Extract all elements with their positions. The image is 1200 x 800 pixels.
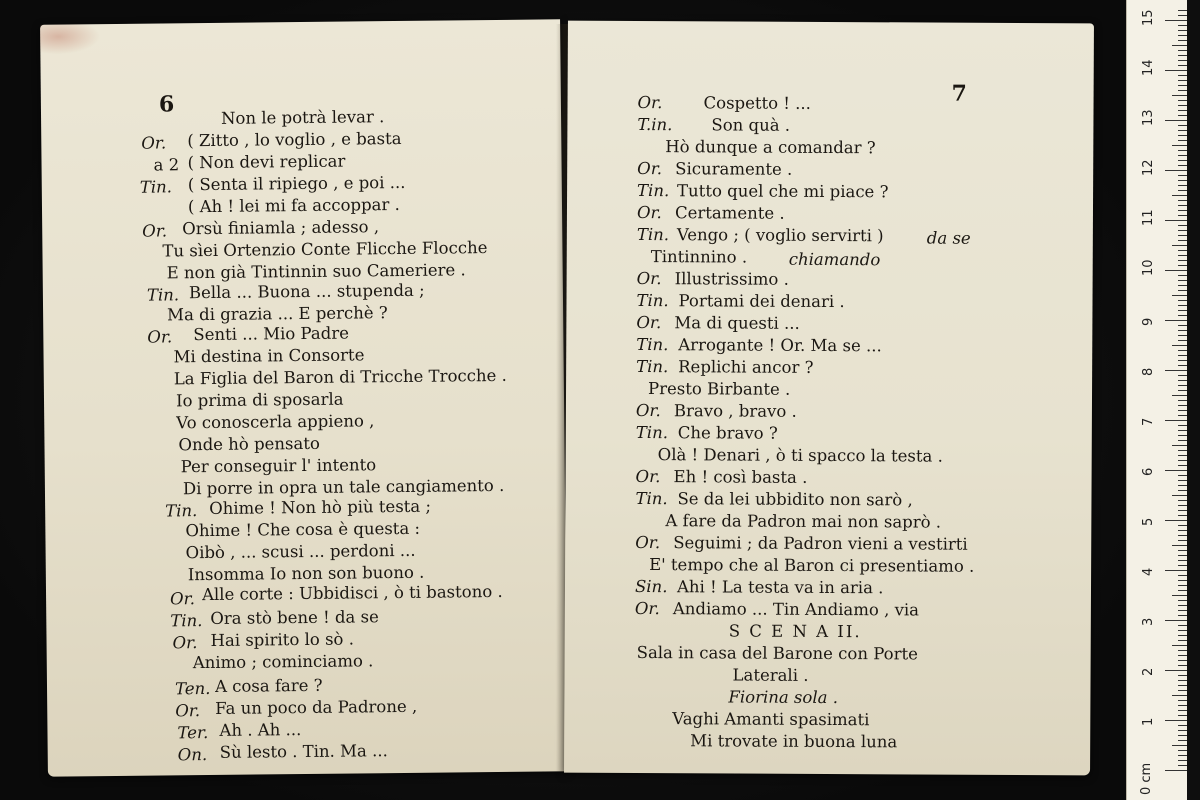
- ruler-tick: [1178, 580, 1187, 581]
- ruler-tick: [1178, 60, 1187, 61]
- text-line: Hò dunque a comandar ?: [665, 137, 876, 158]
- ruler-tick: [1165, 720, 1187, 721]
- ruler-tick: [1178, 90, 1187, 91]
- text-line: Tin.: [635, 422, 669, 443]
- text-line: ( Non devi replicar: [187, 151, 346, 173]
- ruler-tick: [1172, 245, 1187, 246]
- text-line: Senti ... Mio Padre: [193, 323, 350, 345]
- text-line: Tutto quel che mi piace ?: [677, 181, 889, 202]
- text-line: Tu sìei Ortenzio Conte Flicche Flocche: [162, 238, 488, 261]
- text-line: Non le potrà levar .: [220, 107, 385, 128]
- ruler-tick: [1178, 560, 1187, 561]
- ruler-tick: [1178, 190, 1187, 191]
- ruler-tick: [1178, 740, 1187, 741]
- ruler-tick: [1172, 645, 1187, 646]
- ruler-tick: [1178, 135, 1187, 136]
- text-line: Olà ! Denari , ò ti spacco la testa .: [657, 445, 943, 466]
- text-line: Tintinnino .: [650, 247, 748, 267]
- ruler-number: 12: [1141, 159, 1156, 176]
- ruler-tick: [1172, 445, 1187, 446]
- ruler-number: 9: [1141, 317, 1156, 326]
- ruler-tick: [1165, 270, 1187, 271]
- text-line: ( Senta il ripiego , e poi ...: [187, 172, 406, 195]
- ruler-tick: [1172, 295, 1187, 296]
- ruler-tick: [1178, 475, 1187, 476]
- text-line: Vo conoscerla appieno ,: [176, 411, 375, 433]
- ruler-tick: [1178, 485, 1187, 486]
- text-line: ( Zitto , lo voglio , e basta: [187, 128, 402, 151]
- ruler-tick: [1165, 70, 1187, 71]
- ruler-tick: [1178, 610, 1187, 611]
- text-line: Tin.: [146, 285, 180, 305]
- ruler-tick: [1178, 225, 1187, 226]
- ruler-tick: [1178, 75, 1187, 76]
- text-line: Onde hò pensato: [178, 433, 320, 455]
- text-line: a 2: [153, 155, 180, 175]
- ruler-tick: [1172, 95, 1187, 96]
- text-line: Or.: [175, 701, 201, 721]
- ruler-tick: [1172, 345, 1187, 346]
- ruler-tick: [1178, 65, 1187, 66]
- ruler-tick: [1178, 280, 1187, 281]
- ruler-tick: [1178, 480, 1187, 481]
- text-line: Or.: [169, 589, 196, 609]
- page-number-right: 7: [951, 80, 967, 107]
- ruler-tick: [1178, 625, 1187, 626]
- text-line: Ohime ! Non hò più testa ;: [209, 496, 432, 518]
- ruler-tick: [1172, 495, 1187, 496]
- character-entry: Fiorina sola .: [728, 687, 839, 708]
- ruler-number: 7: [1141, 417, 1156, 426]
- ruler-tick: [1178, 705, 1187, 706]
- ruler-tick: [1178, 710, 1187, 711]
- text-line: Tin.: [636, 334, 669, 355]
- text-line: Or.: [172, 633, 198, 653]
- text-line: Andiamo ... Tin Andiamo , via: [672, 599, 920, 620]
- ruler-tick: [1178, 505, 1187, 506]
- text-line: Ah . Ah ...: [219, 720, 302, 740]
- text-line: Presto Birbante .: [647, 379, 791, 399]
- ruler-tick: [1178, 630, 1187, 631]
- ruler-tick: [1165, 420, 1187, 421]
- ruler-tick: [1165, 170, 1187, 171]
- text-line: On.: [177, 745, 208, 765]
- ruler-tick: [1178, 15, 1187, 16]
- ruler-tick: [1178, 540, 1187, 541]
- ruler-tick: [1178, 500, 1187, 501]
- ruler-tick: [1178, 350, 1187, 351]
- text-line: Tin.: [636, 224, 670, 245]
- text-line: A fare da Padron mai non saprò .: [665, 511, 942, 532]
- ruler-tick: [1178, 565, 1187, 566]
- text-line: Son quà .: [711, 115, 791, 135]
- ruler-tick: [1178, 730, 1187, 731]
- text-line: Alle corte : Ubbidisci , ò ti bastono .: [201, 581, 503, 605]
- text-line: Fa un poco da Padrone ,: [215, 696, 418, 718]
- ruler-tick: [1178, 50, 1187, 51]
- ruler-number: 1: [1141, 717, 1156, 726]
- ruler-tick: [1178, 490, 1187, 491]
- page-number-left: 6: [158, 91, 175, 118]
- ruler-tick: [1172, 595, 1187, 596]
- text-line: Ten.: [174, 678, 211, 699]
- text-line: Se da lei ubbidito non sarò ,: [677, 489, 913, 510]
- ruler-tick: [1178, 400, 1187, 401]
- text-line: Tin.: [635, 488, 668, 509]
- text-line: Or.: [147, 327, 173, 347]
- ruler-tick: [1178, 180, 1187, 181]
- text-line: Orsù finiamla ; adesso ,: [182, 217, 380, 239]
- text-line: ( Ah ! lei mi fa accoppar .: [187, 194, 400, 217]
- ruler-tick: [1178, 210, 1187, 211]
- text-line: Bravo , bravo .: [673, 401, 797, 421]
- text-line: Or.: [637, 92, 663, 113]
- ruler-number: 10: [1141, 259, 1156, 276]
- ruler-tick: [1178, 140, 1187, 141]
- ruler-tick: [1165, 770, 1187, 771]
- text-line: Ter.: [177, 723, 209, 743]
- ruler-tick: [1178, 85, 1187, 86]
- text-line: Illustrissimo .: [674, 269, 789, 289]
- ruler-tick: [1165, 370, 1187, 371]
- text-line: Tin.: [637, 180, 670, 201]
- ruler-tick: [1178, 685, 1187, 686]
- ruler-tick: [1178, 380, 1187, 381]
- ruler-tick: [1178, 600, 1187, 601]
- measuring-ruler: [1126, 0, 1187, 800]
- ruler-tick: [1178, 575, 1187, 576]
- ruler-tick: [1178, 690, 1187, 691]
- text-line: Che bravo ?: [677, 423, 778, 443]
- ruler-tick: [1178, 35, 1187, 36]
- text-line: Vaghi Amanti spasimati: [672, 709, 870, 730]
- ruler-tick: [1178, 615, 1187, 616]
- ruler-tick: [1178, 265, 1187, 266]
- ruler-tick: [1178, 460, 1187, 461]
- ruler-tick: [1178, 160, 1187, 161]
- ruler-tick: [1165, 320, 1187, 321]
- ruler-tick: [1178, 440, 1187, 441]
- ruler-tick: [1178, 250, 1187, 251]
- text-line: La Figlia del Baron di Tricche Trocche .: [173, 365, 507, 389]
- left-page: [40, 19, 568, 776]
- ruler-tick: [1172, 695, 1187, 696]
- ruler-tick: [1178, 390, 1187, 391]
- text-line: Cospetto ! ...: [703, 93, 811, 113]
- text-line: Tin.: [139, 177, 173, 197]
- text-line: Tin.: [636, 356, 669, 377]
- text-line: Per conseguir l' intento: [180, 455, 377, 477]
- ruler-tick: [1178, 455, 1187, 456]
- ruler-tick: [1178, 185, 1187, 186]
- ruler-tick: [1178, 25, 1187, 26]
- text-line: Sin.: [634, 576, 668, 597]
- ruler-tick: [1178, 215, 1187, 216]
- ruler-tick: [1165, 670, 1187, 671]
- ruler-tick: [1178, 555, 1187, 556]
- ruler-unit-label: 0 cm: [1139, 762, 1154, 795]
- ruler-tick: [1178, 165, 1187, 166]
- ruler-tick: [1172, 45, 1187, 46]
- ruler-number: 15: [1141, 9, 1156, 26]
- ruler-tick: [1178, 425, 1187, 426]
- ruler-tick: [1178, 585, 1187, 586]
- ruler-tick: [1178, 40, 1187, 41]
- ruler-tick: [1178, 255, 1187, 256]
- text-line: E non già Tintinnin suo Cameriere .: [166, 260, 466, 283]
- text-line: E' tempo che al Baron ci presentiamo .: [649, 555, 975, 576]
- text-line: Bella ... Buona ... stupenda ;: [188, 280, 425, 303]
- ruler-tick: [1178, 130, 1187, 131]
- ruler-tick: [1178, 200, 1187, 201]
- ruler-tick: [1178, 405, 1187, 406]
- ruler-tick: [1178, 355, 1187, 356]
- ruler-tick: [1178, 550, 1187, 551]
- text-line: Or.: [635, 532, 661, 553]
- text-line: Mi destina in Consorte: [173, 345, 365, 367]
- ruler-tick: [1178, 240, 1187, 241]
- text-line: Sicuramente .: [675, 159, 793, 179]
- ruler-tick: [1165, 220, 1187, 221]
- ruler-tick: [1178, 125, 1187, 126]
- ruler-tick: [1165, 120, 1187, 121]
- ruler-tick: [1178, 510, 1187, 511]
- ruler-number: 3: [1141, 617, 1156, 626]
- text-line: Or.: [635, 466, 661, 487]
- ruler-tick: [1178, 30, 1187, 31]
- ruler-tick: [1178, 10, 1187, 11]
- ruler-tick: [1172, 395, 1187, 396]
- ruler-tick: [1178, 760, 1187, 761]
- ruler-number: 4: [1141, 567, 1156, 576]
- right-page: [564, 21, 1094, 776]
- text-line: Tin.: [170, 611, 203, 631]
- text-line: Replichi ancor ?: [678, 357, 814, 377]
- page-stain: [40, 24, 100, 55]
- ruler-tick: [1178, 360, 1187, 361]
- text-line: Or.: [141, 133, 167, 153]
- ruler-number: 13: [1141, 109, 1156, 126]
- ruler-tick: [1178, 80, 1187, 81]
- ruler-tick: [1178, 535, 1187, 536]
- text-line: Tin.: [636, 290, 669, 311]
- ruler-tick: [1178, 590, 1187, 591]
- ruler-tick: [1178, 650, 1187, 651]
- text-line: Di porre in opra un tale cangiamento .: [182, 475, 505, 499]
- text-line: Or.: [635, 400, 661, 421]
- ruler-tick: [1172, 745, 1187, 746]
- text-line: Animo ; cominciamo .: [192, 651, 374, 673]
- ruler-tick: [1178, 415, 1187, 416]
- ruler-tick: [1178, 335, 1187, 336]
- ruler-number: 14: [1141, 59, 1156, 76]
- ruler-tick: [1178, 765, 1187, 766]
- ruler-tick: [1178, 105, 1187, 106]
- stage-direction: Laterali .: [732, 665, 809, 685]
- ruler-tick: [1178, 230, 1187, 231]
- ruler-number: 2: [1141, 667, 1156, 676]
- ruler-tick: [1178, 330, 1187, 331]
- margin-note: chiamando: [788, 249, 881, 270]
- ruler-tick: [1178, 175, 1187, 176]
- ruler-tick: [1178, 325, 1187, 326]
- ruler-tick: [1165, 570, 1187, 571]
- ruler-tick: [1178, 700, 1187, 701]
- text-line: Mi trovate in buona luna: [690, 731, 898, 752]
- ruler-number: 11: [1141, 209, 1156, 226]
- ruler-tick: [1165, 470, 1187, 471]
- text-line: Portami dei denari .: [678, 291, 845, 312]
- text-line: Ma di questi ...: [674, 313, 800, 333]
- text-line: Arrogante ! Or. Ma se ...: [678, 335, 882, 356]
- ruler-tick: [1172, 145, 1187, 146]
- ruler-tick: [1178, 235, 1187, 236]
- ruler-tick: [1165, 620, 1187, 621]
- text-line: Ohime ! Che cosa è questa :: [185, 518, 421, 541]
- ruler-tick: [1178, 310, 1187, 311]
- ruler-tick: [1178, 205, 1187, 206]
- text-line: Or.: [636, 268, 662, 289]
- text-line: Certamente .: [674, 203, 785, 223]
- ruler-tick: [1178, 340, 1187, 341]
- ruler-tick: [1178, 665, 1187, 666]
- ruler-tick: [1178, 635, 1187, 636]
- ruler-tick: [1178, 385, 1187, 386]
- ruler-tick: [1178, 315, 1187, 316]
- ruler-tick: [1178, 375, 1187, 376]
- text-line: Ahi ! La testa va in aria .: [676, 577, 884, 598]
- ruler-tick: [1178, 435, 1187, 436]
- text-line: Insomma Io non son buono .: [187, 562, 425, 585]
- ruler-tick: [1178, 410, 1187, 411]
- ruler-tick: [1172, 545, 1187, 546]
- text-line: Hai spirito lo sò .: [210, 629, 355, 650]
- ruler-tick: [1178, 155, 1187, 156]
- ruler-tick: [1178, 605, 1187, 606]
- ruler-tick: [1178, 725, 1187, 726]
- text-line: Vengo ; ( voglio servirti ): [676, 225, 884, 246]
- ruler-tick: [1178, 115, 1187, 116]
- ruler-number: 5: [1141, 517, 1156, 526]
- text-line: Io prima di sposarla: [175, 389, 344, 411]
- ruler-tick: [1178, 680, 1187, 681]
- ruler-tick: [1178, 660, 1187, 661]
- ruler-tick: [1178, 755, 1187, 756]
- scene-heading: S C E N A II.: [728, 621, 862, 642]
- ruler-number: 6: [1141, 467, 1156, 476]
- ruler-tick: [1178, 515, 1187, 516]
- stage-direction: Sala in casa del Barone con Porte: [636, 642, 918, 664]
- ruler-tick: [1178, 655, 1187, 656]
- text-line: Ora stò bene ! da se: [210, 607, 379, 628]
- text-line: Or.: [637, 158, 663, 179]
- text-line: Or.: [142, 221, 168, 241]
- ruler-tick: [1178, 110, 1187, 111]
- ruler-tick: [1178, 305, 1187, 306]
- ruler-tick: [1178, 285, 1187, 286]
- text-line: Or.: [636, 202, 662, 223]
- margin-note: da se: [926, 228, 971, 248]
- ruler-tick: [1178, 100, 1187, 101]
- text-line: Or.: [636, 312, 662, 333]
- ruler-tick: [1172, 195, 1187, 196]
- ruler-tick: [1178, 640, 1187, 641]
- ruler-tick: [1165, 520, 1187, 521]
- ruler-tick: [1178, 450, 1187, 451]
- ruler-tick: [1178, 290, 1187, 291]
- text-line: Seguimi ; da Padron vieni a vestirti: [673, 533, 968, 554]
- text-line: T.in.: [637, 114, 673, 135]
- ruler-tick: [1178, 260, 1187, 261]
- ruler-tick: [1178, 430, 1187, 431]
- ruler-tick: [1178, 465, 1187, 466]
- ruler-number: 8: [1141, 367, 1156, 376]
- ruler-tick: [1178, 365, 1187, 366]
- text-line: Eh ! così basta .: [673, 467, 808, 487]
- ruler-tick: [1178, 275, 1187, 276]
- text-line: Or.: [634, 598, 660, 619]
- ruler-tick: [1178, 300, 1187, 301]
- ruler-tick: [1165, 20, 1187, 21]
- text-line: Tin.: [165, 501, 198, 521]
- text-line: Sù lesto . Tin. Ma ...: [219, 741, 388, 762]
- ruler-tick: [1178, 675, 1187, 676]
- ruler-tick: [1178, 150, 1187, 151]
- ruler-tick: [1178, 55, 1187, 56]
- text-line: Oibò , ... scusi ... perdoni ...: [185, 540, 416, 563]
- ruler-tick: [1178, 525, 1187, 526]
- text-line: Ma di grazia ... E perchè ?: [167, 303, 388, 325]
- ruler-tick: [1178, 750, 1187, 751]
- text-line: A cosa fare ?: [214, 675, 323, 696]
- ruler-tick: [1178, 735, 1187, 736]
- ruler-tick: [1178, 530, 1187, 531]
- ruler-tick: [1178, 715, 1187, 716]
